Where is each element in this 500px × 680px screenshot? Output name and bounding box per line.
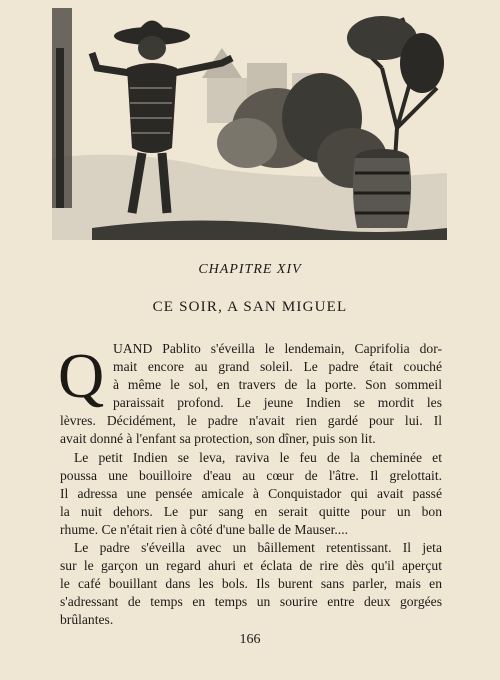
text-line: sur le garçon un regard ahuri et éclata de rire dès qu'il aperçut (60, 558, 442, 574)
page-number: 166 (239, 632, 261, 647)
text-line (60, 340, 442, 358)
chapter-illustration (52, 8, 447, 240)
text-line: lèvres. Décidément, le padre n'avait rien gardé pour lui. Il (60, 413, 442, 429)
body-text (60, 340, 442, 630)
text-line: Il adressa une pensée amicale à Conquistador qui avait passé (60, 485, 442, 501)
chapter-title: CE SOIR, A SAN MIGUEL (152, 299, 348, 315)
text-line: Le padre s'éveilla avec un bâillement retentissant. Il jeta (74, 540, 442, 556)
text-line: la nuit dehors. Le pur sang en serait quitte pour un bon (60, 503, 442, 519)
text-line: paraissait profond. Le jeune Indien se mordit les (113, 395, 442, 411)
text-line: mait encore au grand soleil. Le padre était couché (113, 359, 442, 375)
text-line-0: Pablito s'éveilla le lendemain, Caprifolia dor- (162, 341, 442, 356)
text-line: Le petit Indien se leva, raviva le feu de la cheminée et (74, 449, 442, 465)
text-line: rhume. Ce n'était rien à côté d'une balle de Mauser.... (60, 521, 348, 537)
text-line: à même le sol, en travers de la porte. Son sommeil (113, 377, 442, 393)
text-line: avait donné à l'enfant sa protection, son dîner, puis son lit. (60, 431, 376, 447)
text-line: poussa une bouilloire d'eau au cœur de l'âtre. Il grelottait. (60, 467, 442, 483)
chapter-heading: CHAPITRE XIV (198, 262, 302, 277)
drop-cap: Q (58, 340, 105, 411)
text-line: le café bouillant dans les bols. Ils burent sans parler, mais en (60, 576, 442, 592)
text-line: s'adressant de temps en temps un sourire entre deux gorgées (60, 594, 442, 610)
text-line: brûlantes. (60, 612, 114, 628)
first-word-rest: UAND (113, 341, 153, 356)
